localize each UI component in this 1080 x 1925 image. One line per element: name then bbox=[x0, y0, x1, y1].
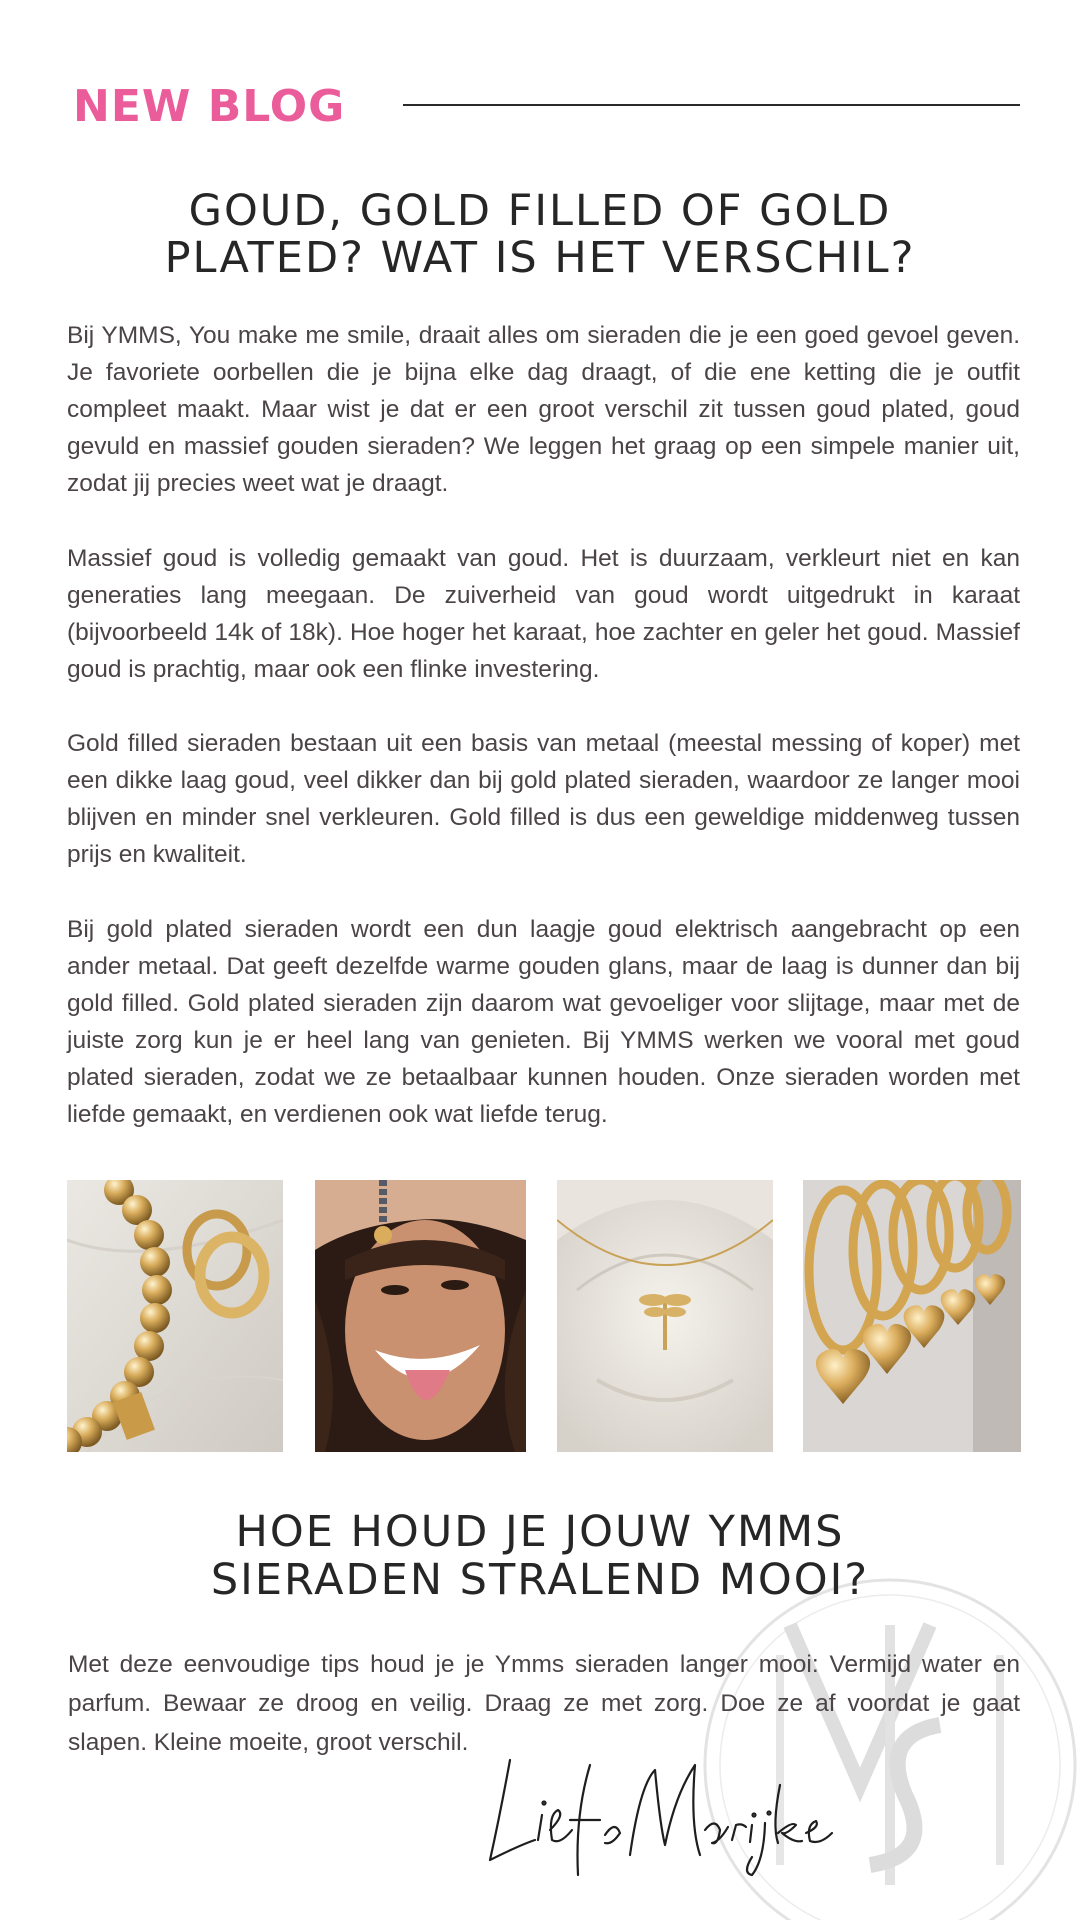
blog-header bbox=[73, 82, 1020, 132]
photo-strip bbox=[0, 1180, 1080, 1452]
new-blog-label: NEW BLOG bbox=[73, 81, 346, 132]
signature-liefs-marijke bbox=[480, 1745, 840, 1885]
care-title-line: HOE HOUD JE JOUW YMMS bbox=[235, 1507, 845, 1557]
solid-gold-paragraph: Massief goud is volledig gemaakt van goud. Het is duurzaam, verkleurt niet en kan generaties lang meegaan. De zuiverheid van goud wordt uitgedrukt in karaat (bijvoorbeeld 14k of 18k). Hoe hoger het karaat, hoe zachter en geler het goud. Massief goud is prachtig, maar ook een flinke investering. bbox=[67, 545, 1020, 683]
gold-plated-paragraph: Bij gold plated sieraden wordt een dun laagje goud elektrisch aangebracht op een ander metaal. Dat geeft dezelfde warme gouden glans, maar de laag is dunner dan bij gold filled. Gold plated sieraden zijn daarom wat gevoeliger voor slijtage, maar met de juiste zorg kun je er heel lang van genieten. Bij YMMS werken we vooral met goud plated sieraden, zodat we ze betaalbaar kunnen houden. Onze sieraden worden met liefde gemaakt, en verdienen ook wat liefde terug. bbox=[67, 916, 1020, 1128]
care-title-line: SIERADEN STRALEND MOOI? bbox=[210, 1555, 870, 1605]
care-title bbox=[60, 1508, 1020, 1604]
smiling-woman-photo bbox=[315, 1180, 526, 1452]
gold-filled-paragraph: Gold filled sieraden bestaan uit een basis van metaal (meestal messing of koper) met een dikke laag goud, veel dikker dan bij gold plated sieraden, waardoor ze langer mooi blijven en minder snel verkleuren. Gold filled is dus een geweldige middenweg tussen prijs en kwaliteit. bbox=[67, 730, 1020, 868]
bracelet-earrings-photo bbox=[67, 1180, 283, 1452]
article-title bbox=[60, 188, 1020, 282]
article-title-line: PLATED? WAT IS HET VERSCHIL? bbox=[164, 233, 916, 283]
article-title-line: GOUD, GOLD FILLED OF GOLD bbox=[188, 186, 892, 236]
dragonfly-necklace-photo bbox=[557, 1180, 773, 1452]
care-paragraph: Met deze eenvoudige tips houd je je Ymms sieraden langer mooi: Vermijd water en parfum. Bewaar ze droog en veilig. Draag ze met zorg. Doe ze af voordat je gaat slapen. Kleine moeite, groot verschil. bbox=[68, 1651, 1020, 1756]
intro-paragraph: Bij YMMS, You make me smile, draait alles om sieraden die je een goed gevoel geven. Je favoriete oorbellen die je bijna elke dag draagt, of die ene ketting die je outfit compleet maakt. Maar wist je dat er een groot verschil zit tussen goud plated, goud gevuld en massief gouden sieraden? We leggen het graag op een simpele manier uit, zodat jij precies weet wat je draagt. bbox=[67, 322, 1020, 497]
heart-hoops-photo bbox=[803, 1180, 1021, 1452]
header-divider bbox=[403, 104, 1020, 106]
